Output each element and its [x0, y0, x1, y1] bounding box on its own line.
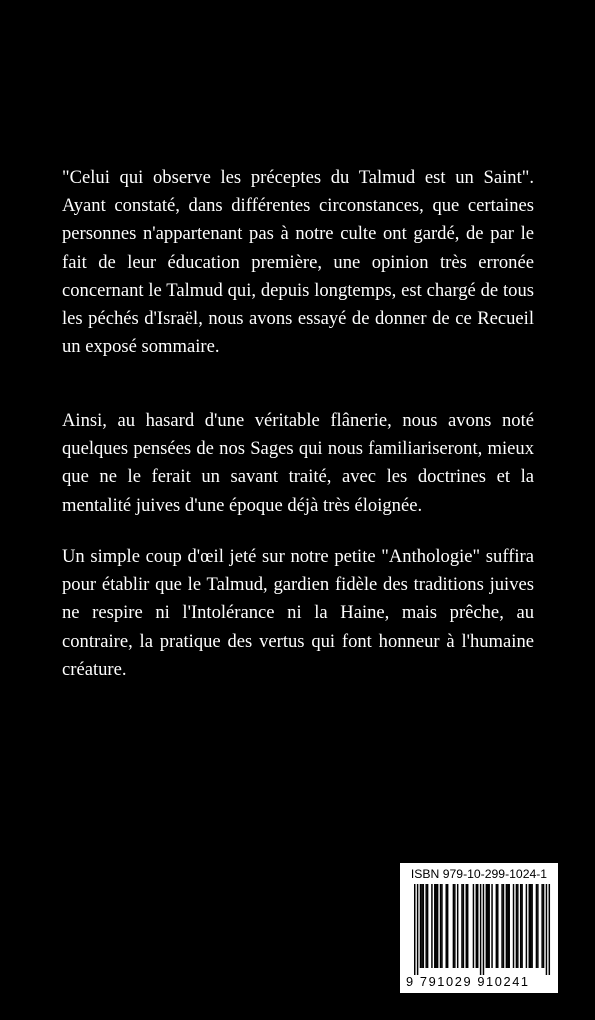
barcode-bar: [531, 884, 532, 968]
barcode-bar: [414, 884, 415, 976]
barcode-bar: [520, 884, 521, 968]
barcode-bar: [445, 884, 446, 968]
barcode-bar: [543, 884, 544, 968]
barcode-bar: [496, 884, 497, 968]
isbn-label: ISBN 979-10-299-1024-1: [410, 867, 548, 881]
barcode-bar: [461, 884, 462, 968]
barcode-bar: [420, 884, 421, 968]
barcode-bar: [549, 884, 550, 976]
barcode-bar: [536, 884, 537, 968]
barcode-digits: 9 791029 910241: [406, 975, 552, 989]
barcode-bar: [506, 884, 507, 968]
barcode-bar: [503, 884, 504, 968]
barcode-bar: [537, 884, 538, 968]
barcode-bar: [454, 884, 455, 968]
barcode-bar: [497, 884, 498, 968]
barcode-bar: [417, 884, 418, 976]
barcode-bar: [427, 884, 428, 968]
barcode-bar: [517, 884, 518, 968]
barcode-bar: [513, 884, 514, 968]
barcode-bar: [508, 884, 509, 968]
barcode-bar: [530, 884, 531, 968]
barcode-bar: [491, 884, 492, 968]
barcode-bar: [421, 884, 422, 968]
barcode-bar: [423, 884, 424, 968]
barcode-bar: [453, 884, 454, 968]
barcode-bar: [487, 884, 488, 968]
paragraph-1: "Celui qui observe les préceptes du Talmud est un Saint". Ayant constaté, dans différentes circonstances, que certaines personnes n'appartenant pas à notre culte ont gardé, de par le fait de leur éducation première, une opinion très erronée concernant le Talmud qui, depuis longtemps, est chargé de tous les péchés d'Israël, nous avons essayé de donner de ce Recueil un exposé sommaire.: [62, 167, 534, 358]
barcode-bar: [447, 884, 448, 968]
barcode-icon: [406, 884, 552, 976]
barcode-bar: [501, 884, 502, 968]
barcode-bar: [431, 884, 432, 968]
barcode-bar: [435, 884, 436, 968]
barcode-bar: [477, 884, 478, 968]
barcode-bar: [467, 884, 468, 968]
barcode-bar: [440, 884, 441, 968]
barcode-bar: [507, 884, 508, 968]
barcode-bar: [476, 884, 477, 968]
barcode-bar: [434, 884, 435, 968]
paragraph-3: Un simple coup d'œil jeté sur notre petite "Anthologie" suffira pour établir que le Talmud, gardien fidèle des traditions juives ne respire ni l'Intolérance ni la Haine, mais prêche, au contraire, la pratique des vertus qui font honneur à l'humaine créature.: [62, 546, 534, 680]
barcode-bar: [488, 884, 489, 968]
barcode-bar: [463, 884, 464, 968]
paragraph-2: Ainsi, au hasard d'une véritable flânerie, nous avons noté quelques pensées de nos Sages qui nous familiariseront, mieux que ne le ferait un savant traité, avec les doctrines et la mentalité juives d'une époque déjà très éloignée.: [62, 410, 534, 516]
barcode-bar: [437, 884, 438, 968]
barcode-bar: [473, 884, 474, 968]
barcode-bar: [521, 884, 522, 968]
barcode-bar: [541, 884, 542, 968]
barcode-bar: [483, 884, 484, 976]
barcode-bar: [486, 884, 487, 968]
barcode-bar: [529, 884, 530, 968]
barcode-bar: [516, 884, 517, 968]
barcode-bar: [457, 884, 458, 968]
barcode-bar: [441, 884, 442, 968]
isbn-barcode-box: [400, 863, 558, 993]
barcode-bar: [526, 884, 527, 968]
barcode-bar: [466, 884, 467, 968]
barcode-bar: [546, 884, 547, 976]
barcode-bar: [425, 884, 426, 968]
barcode-bar: [480, 884, 481, 976]
